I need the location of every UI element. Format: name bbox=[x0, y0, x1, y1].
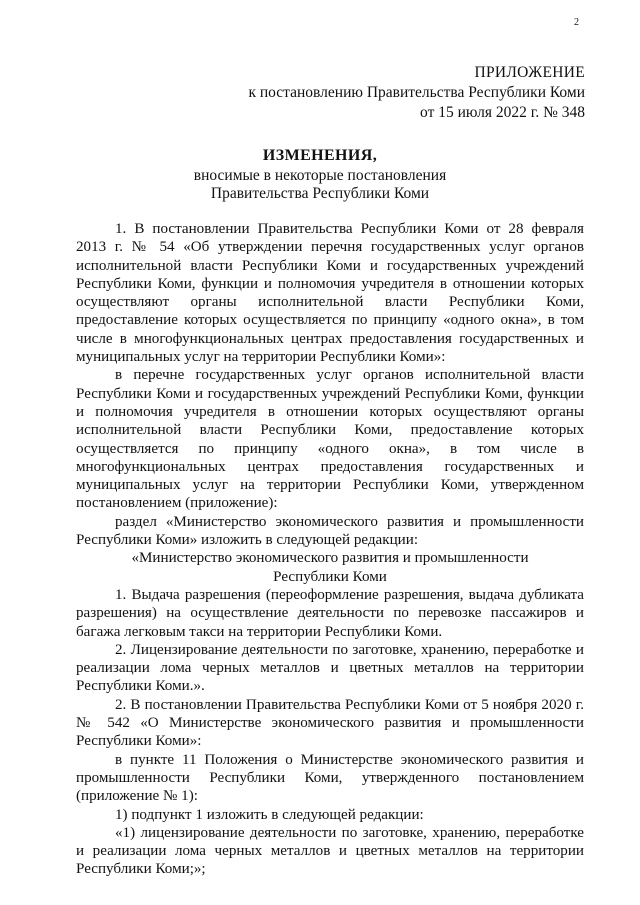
appendix-block bbox=[165, 63, 585, 123]
document-title: ИЗМЕНЕНИЯ, bbox=[262, 147, 378, 164]
subtitle-line-1: вносимые в некоторые постановления bbox=[193, 166, 447, 184]
paragraph: «1) лицензирование деятельности по заготовке, хранению, переработке и реализации лома черных металлов и цветных металлов на территории Республики Коми;»; bbox=[76, 824, 584, 878]
paragraph: раздел «Министерство экономического развития и промышленности Республики Коми» изложить в следующей редакции: bbox=[76, 513, 584, 549]
paragraph: 1. Выдача разрешения (переоформление разрешения, выдача дубликата разрешения) на осуществление деятельности по перевозке пассажиров и багажа легковым такси на территории Республики Коми. bbox=[76, 586, 584, 640]
section-heading-line-1: «Министерство экономического развития и промышленности bbox=[131, 550, 529, 567]
appendix-line-2: от 15 июля 2022 г. № 348 bbox=[420, 104, 585, 121]
subtitle-line-2: Правительства Республики Коми bbox=[210, 185, 430, 202]
paragraph: 2. Лицензирование деятельности по заготовке, хранению, переработке и реализации лома черных металлов и цветных металлов на территории Республики Коми.». bbox=[76, 641, 584, 695]
section-heading-line-2: Республики Коми bbox=[273, 568, 387, 585]
paragraph: 1) подпункт 1 изложить в следующей редакции: bbox=[115, 806, 424, 823]
page-number: 2 bbox=[574, 17, 579, 28]
document-body bbox=[76, 220, 584, 879]
appendix-heading: ПРИЛОЖЕНИЕ bbox=[474, 64, 585, 81]
title-block bbox=[0, 147, 640, 204]
paragraph: 1. В постановлении Правительства Республики Коми от 28 февраля 2013 г. № 54 «Об утверждении перечня государственных услуг органов исполнительной власти Республики Коми и государственных учреждений Республики Коми, функции и полномочия учредителя в отношении которых осуществляют органы исполнительной власти Республики Коми, предоставление которых осуществляется по принципу «одного окна», в том числе в многофункциональных центрах предоставления государственных и муниципальных услуг на территории Республики Коми»: bbox=[76, 221, 584, 366]
paragraph: в перечне государственных услуг органов исполнительной власти Республики Коми и государственных учреждений Республики Коми, функции и полномочия учредителя в отношении которых осуществляют органы исполнительной власти Республики Коми, предоставление которых осуществляется по принципу «одного окна», в том числе в многофункциональных центрах предоставления государственных и муниципальных услуг на территории Республики Коми, утвержденном постановлением (приложение): bbox=[76, 367, 584, 512]
paragraph: 2. В постановлении Правительства Республики Коми от 5 ноября 2020 г. № 542 «О Министерстве экономического развития и промышленности Республики Коми»: bbox=[76, 696, 584, 750]
appendix-line-1: к постановлению Правительства Республики Коми bbox=[248, 84, 585, 101]
paragraph: в пункте 11 Положения о Министерстве экономического развития и промышленности Республики Коми, утвержденного постановлением (приложение № 1): bbox=[76, 751, 584, 805]
